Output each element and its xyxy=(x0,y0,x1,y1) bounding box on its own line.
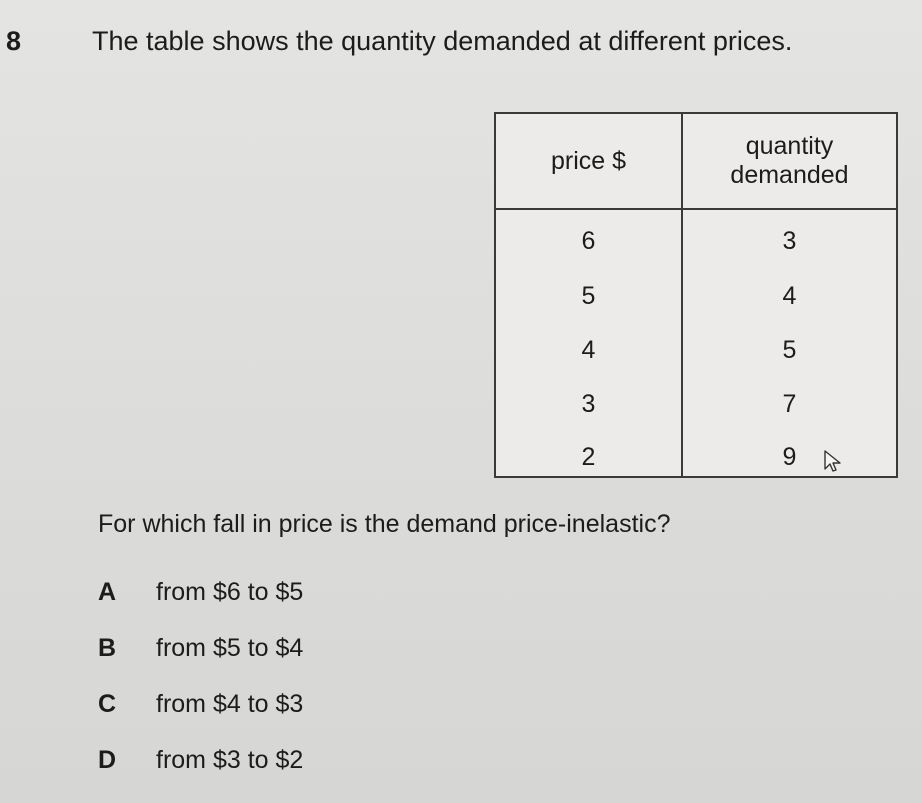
header-quantity xyxy=(683,114,896,208)
option-text: from $4 to $3 xyxy=(156,690,304,718)
option-d[interactable] xyxy=(98,746,303,775)
option-text: from $6 to $5 xyxy=(156,578,304,606)
option-letter: A xyxy=(98,578,117,606)
quantity-cell: 5 xyxy=(782,336,797,364)
mouse-pointer-icon xyxy=(822,449,852,473)
price-cell: 3 xyxy=(581,390,596,418)
price-cell: 6 xyxy=(581,227,596,255)
option-letter: D xyxy=(98,746,117,774)
question-number: 8 xyxy=(6,26,22,56)
option-c[interactable] xyxy=(98,690,303,719)
quantity-cell: 9 xyxy=(782,443,797,471)
option-letter: B xyxy=(98,634,117,662)
price-cell: 4 xyxy=(581,336,596,364)
option-letter: C xyxy=(98,690,117,718)
quantity-cell: 3 xyxy=(782,227,797,255)
option-a[interactable] xyxy=(98,578,303,607)
quantity-cell: 4 xyxy=(782,282,797,310)
header-price xyxy=(496,114,681,208)
quantity-cell: 7 xyxy=(782,390,797,418)
table-header-divider xyxy=(496,208,896,210)
option-b[interactable] xyxy=(98,634,303,663)
option-text: from $5 to $4 xyxy=(156,634,304,662)
demand-table xyxy=(494,112,898,478)
header-quantity-line1: quantity xyxy=(745,132,834,160)
question-intro: The table shows the quantity demanded at different prices. xyxy=(92,26,793,56)
header-quantity-line2: demanded xyxy=(730,161,849,189)
question-prompt: For which fall in price is the demand price-inelastic? xyxy=(98,510,671,538)
header-price-label: price $ xyxy=(550,146,627,175)
price-cell: 5 xyxy=(581,282,596,310)
price-cell: 2 xyxy=(581,443,596,471)
option-text: from $3 to $2 xyxy=(156,746,304,774)
